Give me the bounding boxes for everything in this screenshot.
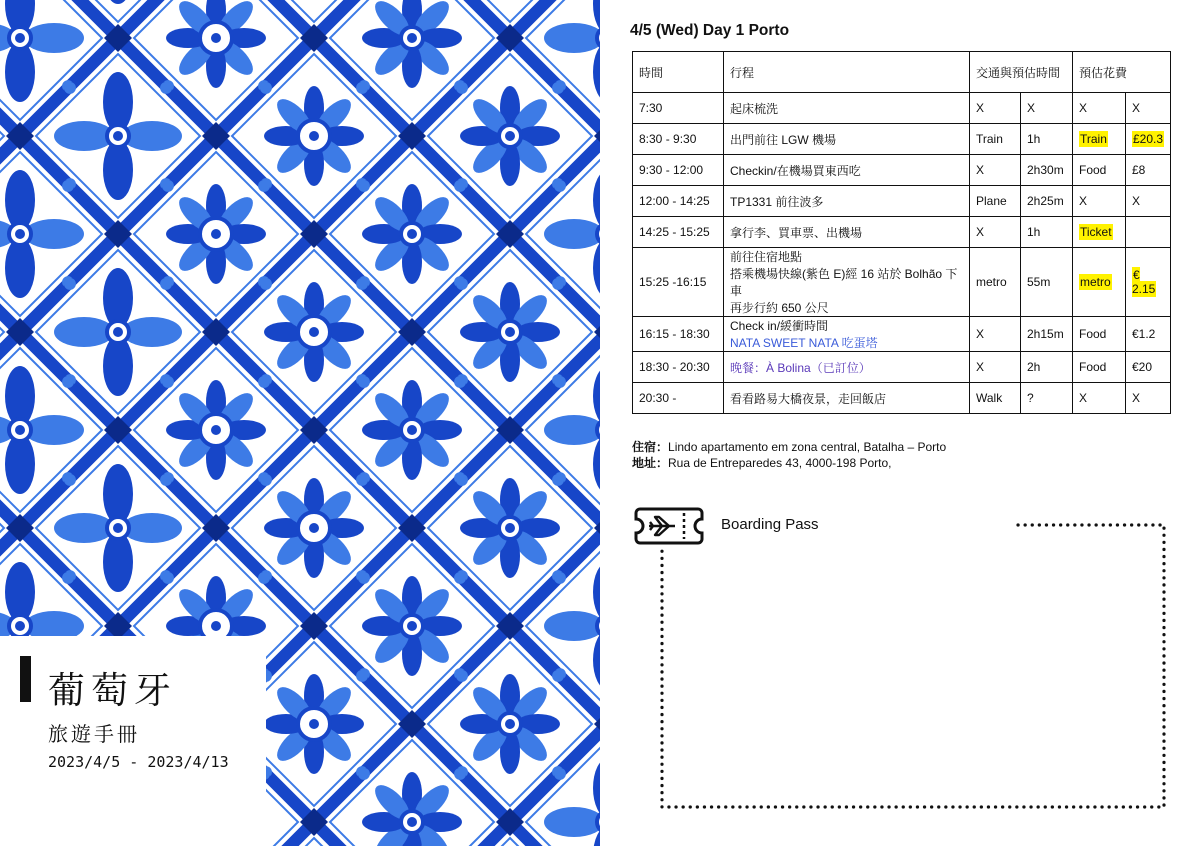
table-row <box>633 317 1171 352</box>
cell-category <box>1073 217 1126 248</box>
cell-price <box>1126 383 1171 414</box>
cell-transport: X <box>970 155 1021 186</box>
cell-category <box>1073 383 1126 414</box>
cell-transport: X <box>970 217 1021 248</box>
address-label: 地址： <box>632 456 669 470</box>
cell-time: 14:25 - 15:25 <box>633 217 724 248</box>
cell-time: 16:15 - 18:30 <box>633 317 724 352</box>
cell-plan <box>724 124 970 155</box>
stay-label: 住宿： <box>632 440 669 454</box>
table-row <box>633 352 1171 383</box>
table-row <box>633 124 1171 155</box>
cell-plan <box>724 186 970 217</box>
cell-duration: 2h <box>1021 352 1073 383</box>
cell-transport: Walk <box>970 383 1021 414</box>
stay-line <box>632 439 946 455</box>
price-text: X <box>1132 194 1141 208</box>
plan-link[interactable]: NATA SWEET NATA 吃蛋塔 <box>730 336 878 350</box>
plan-line: TP1331 前往波多 <box>730 194 824 209</box>
cell-category <box>1073 317 1126 352</box>
category-text: Ticket <box>1080 225 1112 239</box>
boarding-pass-label: Boarding Pass <box>721 516 819 533</box>
table-row <box>633 217 1171 248</box>
cell-plan <box>724 248 970 317</box>
table-header-row <box>633 52 1171 93</box>
plan-line: 拿行李、買車票、出機場 <box>730 225 863 240</box>
cell-price <box>1126 248 1171 317</box>
cell-category <box>1073 93 1126 124</box>
header-transport: 交通與預估時間 <box>970 52 1073 93</box>
price-text: €20 <box>1132 360 1153 374</box>
day-title: 4/5 (Wed) Day 1 Porto <box>630 22 790 39</box>
cell-plan <box>724 352 970 383</box>
cell-price <box>1126 155 1171 186</box>
cell-time: 8:30 - 9:30 <box>633 124 724 155</box>
cell-category <box>1073 352 1126 383</box>
cell-time: 18:30 - 20:30 <box>633 352 724 383</box>
lodging-info <box>632 439 946 471</box>
cell-price <box>1126 124 1171 155</box>
itinerary-table <box>632 51 1171 414</box>
boarding-pass-frame <box>640 515 1180 815</box>
category-text: X <box>1079 194 1088 208</box>
plan-line: 看看路易大橋夜景，走回飯店 <box>730 391 887 406</box>
plan-restaurant-link[interactable]: 晚餐：À Bolina（已訂位） <box>730 360 871 375</box>
cell-plan <box>724 383 970 414</box>
cell-plan <box>724 93 970 124</box>
cell-time: 20:30 - <box>633 383 724 414</box>
plan-line: 搭乘機場快線(紫色 E)經 16 站於 Bolhão 下車 <box>730 267 958 298</box>
plan-line: Check in/緩衝時間 <box>730 319 829 333</box>
cell-duration: 2h30m <box>1021 155 1073 186</box>
header-cost: 預估花費 <box>1073 52 1171 93</box>
cover-title: 葡萄牙 <box>48 669 177 712</box>
header-plan: 行程 <box>724 52 970 93</box>
cell-price <box>1126 352 1171 383</box>
category-text: X <box>1079 101 1088 115</box>
category-text: Food <box>1079 163 1107 177</box>
cell-time: 12:00 - 14:25 <box>633 186 724 217</box>
cell-time: 7:30 <box>633 93 724 124</box>
cell-transport: X <box>970 317 1021 352</box>
price-text: €1.2 <box>1132 327 1156 341</box>
cell-price <box>1126 217 1171 248</box>
plan-line: Checkin/在機場買東西吃 <box>730 163 861 178</box>
cell-duration: 2h15m <box>1021 317 1073 352</box>
table-row <box>633 93 1171 124</box>
plan-line: 出門前往 LGW 機場 <box>730 132 837 147</box>
category-text: Food <box>1079 327 1107 341</box>
cell-category <box>1073 248 1126 317</box>
cell-duration: 1h <box>1021 124 1073 155</box>
plan-line: 前往住宿地點 <box>730 250 803 264</box>
cover-subtitle: 旅遊手冊 <box>48 722 140 746</box>
cell-duration: X <box>1021 93 1073 124</box>
address-value: Rua de Entreparedes 43, 4000-198 Porto, <box>668 456 892 470</box>
cell-time: 15:25 -16:15 <box>633 248 724 317</box>
cell-category <box>1073 124 1126 155</box>
table-row <box>633 155 1171 186</box>
cell-duration: 2h25m <box>1021 186 1073 217</box>
cell-transport: Plane <box>970 186 1021 217</box>
category-text: X <box>1079 391 1088 405</box>
stay-value: Lindo apartamento em zona central, Batalha – Porto <box>668 440 947 454</box>
cell-plan <box>724 317 970 352</box>
cell-price <box>1126 186 1171 217</box>
table-row <box>633 248 1171 317</box>
cover-accent-bar <box>20 656 31 702</box>
price-text: X <box>1132 101 1141 115</box>
plan-line: 起床梳洗 <box>730 101 779 116</box>
plan-line: 再步行約 650 公尺 <box>730 301 829 315</box>
cover-dates: 2023/4/5 - 2023/4/13 <box>48 753 229 771</box>
cell-price <box>1126 317 1171 352</box>
price-text: € 2.15 <box>1132 268 1156 296</box>
cell-duration: 1h <box>1021 217 1073 248</box>
category-text: Train <box>1080 132 1107 146</box>
table-row <box>633 383 1171 414</box>
table-row <box>633 186 1171 217</box>
cell-transport: Train <box>970 124 1021 155</box>
category-text: Food <box>1079 360 1107 374</box>
cell-category <box>1073 155 1126 186</box>
cell-plan <box>724 155 970 186</box>
header-time: 時間 <box>633 52 724 93</box>
cell-duration: 55m <box>1021 248 1073 317</box>
cell-transport: X <box>970 352 1021 383</box>
cell-transport: metro <box>970 248 1021 317</box>
cell-transport: X <box>970 93 1021 124</box>
cell-time: 9:30 - 12:00 <box>633 155 724 186</box>
price-text: £20.3 <box>1133 132 1164 146</box>
cell-duration: ? <box>1021 383 1073 414</box>
address-line <box>632 455 946 471</box>
price-text: £8 <box>1132 163 1146 177</box>
cell-price <box>1126 93 1171 124</box>
cell-plan <box>724 217 970 248</box>
price-text: X <box>1132 391 1141 405</box>
cell-category <box>1073 186 1126 217</box>
category-text: metro <box>1080 275 1111 289</box>
